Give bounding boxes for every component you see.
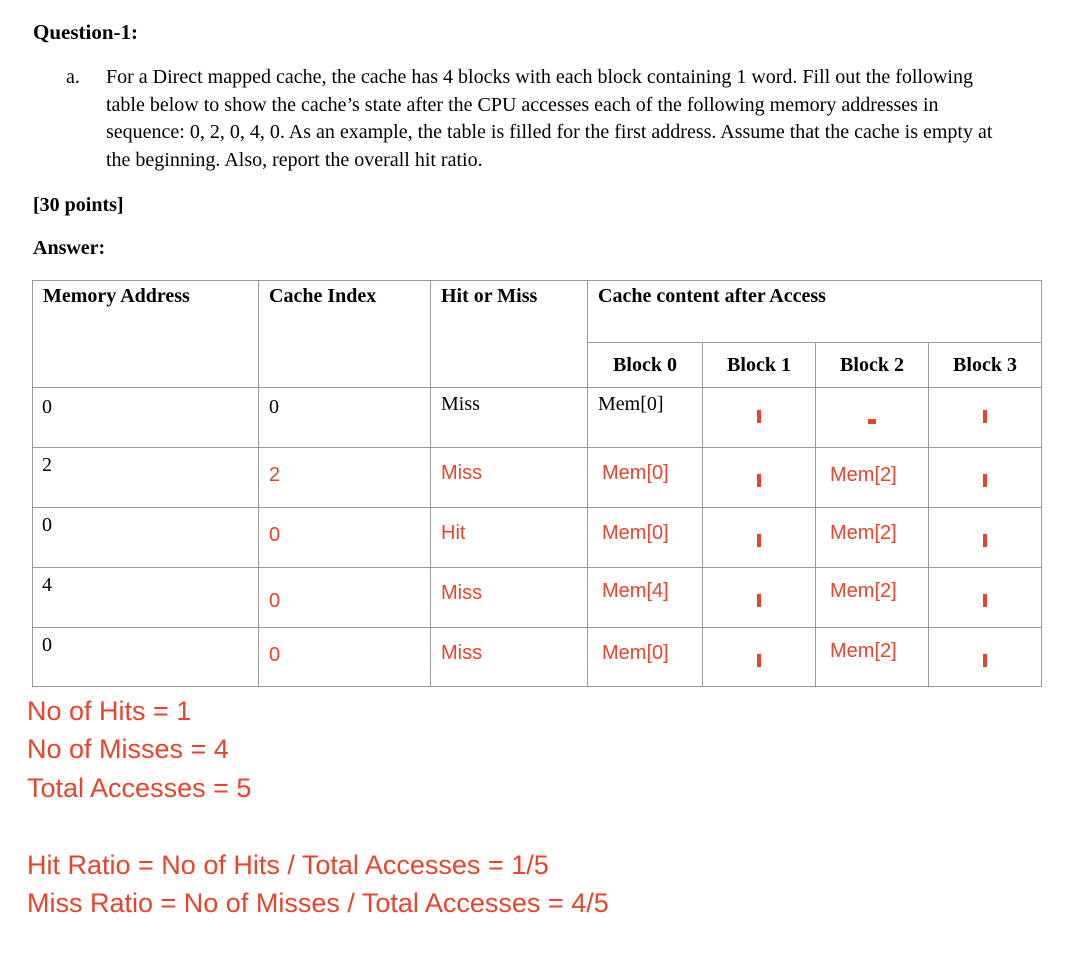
header-block-0: Block 0 xyxy=(588,343,703,388)
empty-dash-icon xyxy=(868,419,876,424)
header-block-2: Block 2 xyxy=(816,343,929,388)
empty-dash-icon xyxy=(757,594,761,607)
misses-count: No of Misses = 4 xyxy=(27,734,229,764)
row-result: Miss xyxy=(431,388,588,448)
row-index: 0 xyxy=(259,508,431,568)
row-block-0: Mem[4] xyxy=(588,568,703,628)
row-block-3 xyxy=(929,628,1042,687)
total-accesses: Total Accesses = 5 xyxy=(27,773,252,803)
row-block-0: Mem[0] xyxy=(588,448,703,508)
row-address: 2 xyxy=(33,448,259,508)
empty-dash-icon xyxy=(983,594,987,607)
row-block-1 xyxy=(703,628,816,687)
row-block-1 xyxy=(703,448,816,508)
row-index: 0 xyxy=(259,628,431,687)
hits-count: No of Hits = 1 xyxy=(27,696,192,726)
header-block-1: Block 1 xyxy=(703,343,816,388)
hit-ratio: Hit Ratio = No of Hits / Total Accesses = 1/5 xyxy=(27,850,549,880)
answer-label: Answer: xyxy=(33,237,106,259)
row-address: 0 xyxy=(33,388,259,448)
row-block-1 xyxy=(703,568,816,628)
empty-dash-icon xyxy=(757,654,761,667)
item-marker: a. xyxy=(66,66,80,88)
row-block-2: Mem[2] xyxy=(816,508,929,568)
empty-dash-icon xyxy=(757,534,761,547)
question-item-a xyxy=(66,64,1006,174)
row-block-0: Mem[0] xyxy=(588,628,703,687)
row-index: 2 xyxy=(259,448,431,508)
table-row xyxy=(33,628,1042,687)
points-label: [30 points] xyxy=(33,194,124,216)
empty-dash-icon xyxy=(983,474,987,487)
empty-dash-icon xyxy=(757,474,761,487)
table-row xyxy=(33,388,1042,448)
row-address: 4 xyxy=(33,568,259,628)
row-block-2: Mem[2] xyxy=(816,568,929,628)
row-block-2: Mem[2] xyxy=(816,448,929,508)
header-cache-index: Cache Index xyxy=(259,281,431,388)
miss-ratio: Miss Ratio = No of Misses / Total Accesses = 4/5 xyxy=(27,888,609,918)
header-hit-or-miss: Hit or Miss xyxy=(431,281,588,388)
row-index: 0 xyxy=(259,388,431,448)
empty-dash-icon xyxy=(757,410,761,423)
row-block-3 xyxy=(929,508,1042,568)
row-address: 0 xyxy=(33,508,259,568)
header-cache-content: Cache content after Access xyxy=(588,281,1042,343)
table-row xyxy=(33,568,1042,628)
empty-dash-icon xyxy=(983,410,987,423)
table-row xyxy=(33,448,1042,508)
empty-dash-icon xyxy=(983,534,987,547)
row-block-1 xyxy=(703,508,816,568)
row-block-3 xyxy=(929,448,1042,508)
row-block-2: Mem[2] xyxy=(816,628,929,687)
cache-table xyxy=(32,280,1042,687)
row-result: Miss xyxy=(431,628,588,687)
row-index: 0 xyxy=(259,568,431,628)
row-address: 0 xyxy=(33,628,259,687)
row-block-0: Mem[0] xyxy=(588,388,703,448)
row-result: Hit xyxy=(431,508,588,568)
question-title: Question-1: xyxy=(33,20,138,44)
row-result: Miss xyxy=(431,568,588,628)
header-memory-address: Memory Address xyxy=(33,281,259,388)
row-block-0: Mem[0] xyxy=(588,508,703,568)
row-block-2 xyxy=(816,388,929,448)
row-result: Miss xyxy=(431,448,588,508)
item-text: For a Direct mapped cache, the cache has 4 blocks with each block containing 1 word. Fill out the following table below to show the cache’s state after the CPU accesses each of the following memory addresses in sequence: 0, 2, 0, 4, 0. As an example, the table is filled for the first address. Assume that the cache is empty at the beginning. Also, report the overall hit ratio. xyxy=(106,66,993,171)
row-block-1 xyxy=(703,388,816,448)
empty-dash-icon xyxy=(983,654,987,667)
row-block-3 xyxy=(929,568,1042,628)
table-row xyxy=(33,508,1042,568)
row-block-3 xyxy=(929,388,1042,448)
header-block-3: Block 3 xyxy=(929,343,1042,388)
